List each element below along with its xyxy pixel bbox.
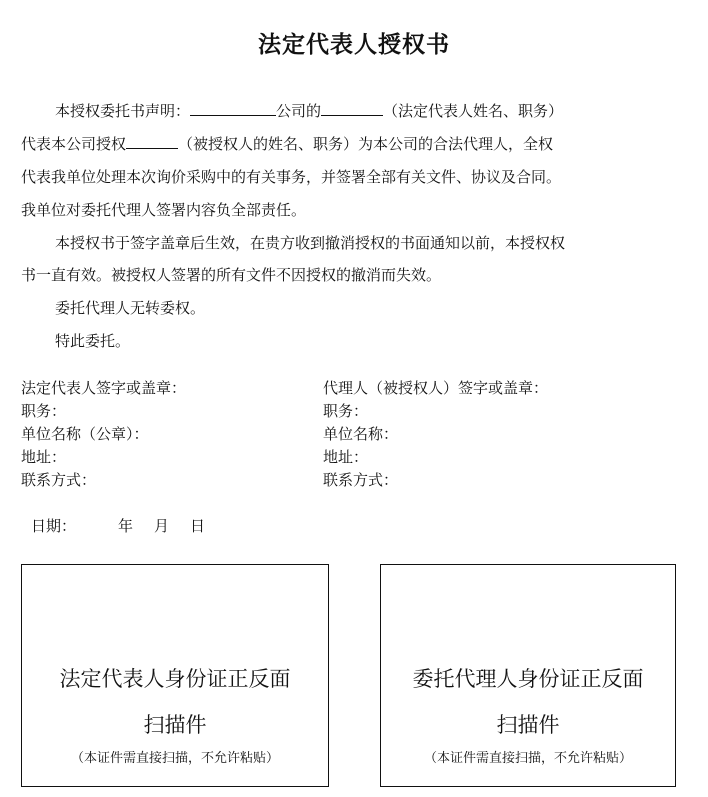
agent-signature-label: 代理人（被授权人）签字或盖章：: [323, 379, 549, 397]
legal-rep-address-label: 地址：: [21, 448, 67, 466]
authorized-person-blank[interactable]: [126, 134, 178, 149]
authorize-text: 代表本公司授权: [21, 135, 127, 153]
legal-rep-contact-label: 联系方式：: [21, 471, 97, 489]
paragraph-line-4: 我单位对委托代理人签署内容负全部责任。: [21, 201, 307, 219]
legal-rep-unit-label: 单位名称（公章）：: [21, 425, 149, 443]
agent-id-box-subtitle: 扫描件: [496, 713, 560, 737]
legal-rep-id-scan-box: [21, 564, 329, 787]
authorized-person-hint: （被授权人的姓名、职务）为本公司的合法代理人，全权: [178, 135, 554, 153]
legal-rep-signature-label: 法定代表人签字或盖章：: [21, 379, 187, 397]
company-suffix: 公司的: [276, 102, 322, 120]
paragraph-line-8: 特此委托。: [55, 332, 131, 350]
declaration-label: 本授权委托书声明：: [55, 102, 191, 120]
paragraph-line-2: [21, 133, 553, 154]
paragraph-line-5: 本授权书于签字盖章后生效，在贵方收到撤消授权的书面通知以前，本授权权: [55, 234, 566, 252]
agent-id-box-title: 委托代理人身份证正反面: [412, 667, 644, 691]
company-name-blank[interactable]: [190, 101, 276, 116]
agent-unit-label: 单位名称：: [323, 425, 399, 443]
document-title: 法定代表人授权书: [258, 31, 450, 58]
paragraph-line-1: [55, 100, 563, 121]
legal-rep-blank[interactable]: [321, 101, 383, 116]
legal-rep-id-box-title: 法定代表人身份证正反面: [59, 667, 291, 691]
agent-address-label: 地址：: [323, 448, 369, 466]
agent-id-scan-box: [380, 564, 676, 787]
agent-id-box-note: （本证件需直接扫描，不允许粘贴）: [423, 751, 632, 766]
paragraph-line-6: 书一直有效。被授权人签署的所有文件不因授权的撤消而失效。: [21, 266, 442, 284]
legal-rep-id-box-subtitle: 扫描件: [143, 713, 207, 737]
date-day: 日: [190, 517, 206, 535]
agent-contact-label: 联系方式：: [323, 471, 399, 489]
legal-rep-id-box-note: （本证件需直接扫描，不允许粘贴）: [70, 751, 279, 766]
paragraph-line-7: 委托代理人无转委权。: [55, 299, 206, 317]
legal-rep-position-label: 职务：: [21, 402, 67, 420]
legal-rep-hint: （法定代表人姓名、职务）: [383, 102, 564, 120]
date-year: 年: [118, 517, 134, 535]
date-label: 日期：: [31, 517, 77, 535]
agent-position-label: 职务：: [323, 402, 369, 420]
date-month: 月: [154, 517, 170, 535]
paragraph-line-3: 代表我单位处理本次询价采购中的有关事务，并签署全部有关文件、协议及合同。: [21, 168, 562, 186]
